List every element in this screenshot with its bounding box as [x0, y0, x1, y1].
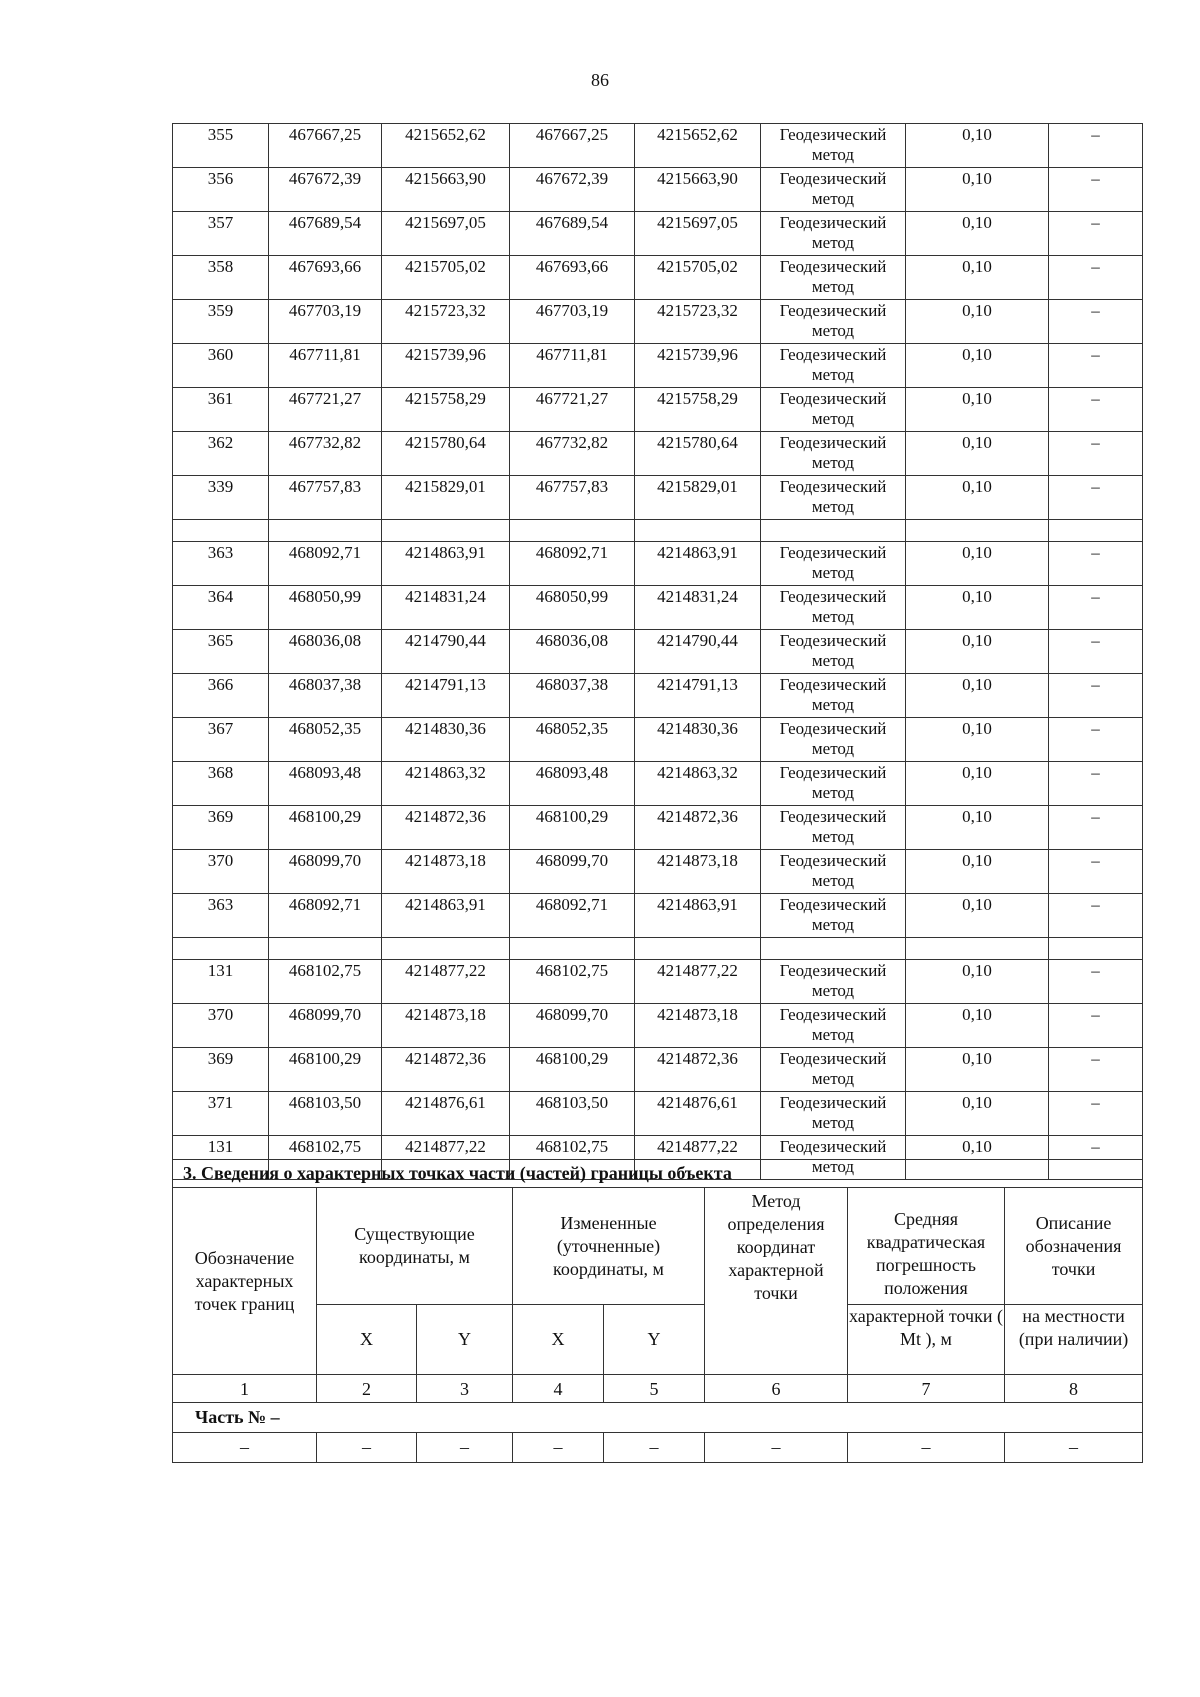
method-cell: Геодезический метод [761, 630, 906, 674]
column-number: 6 [705, 1375, 848, 1403]
y-changed-cell: 4214863,32 [635, 762, 761, 806]
error-cell: 0,10 [906, 168, 1049, 212]
dash-cell: – [604, 1433, 705, 1463]
error-cell: 0,10 [906, 1136, 1049, 1180]
description-cell: – [1049, 432, 1143, 476]
y-existing-cell: 4214791,13 [382, 674, 510, 718]
description-cell: – [1049, 344, 1143, 388]
y-existing-cell: 4214877,22 [382, 960, 510, 1004]
y-changed-cell: 4214791,13 [635, 674, 761, 718]
method-cell: Геодезический метод [761, 256, 906, 300]
y-existing-cell: 4214876,61 [382, 1092, 510, 1136]
method-cell: Геодезический метод [761, 1092, 906, 1136]
method-cell: Геодезический метод [761, 300, 906, 344]
description-cell: – [1049, 256, 1143, 300]
description-cell: – [1049, 850, 1143, 894]
x-existing-cell: 468092,71 [269, 894, 382, 938]
x-existing-cell: 468052,35 [269, 718, 382, 762]
error-cell: 0,10 [906, 630, 1049, 674]
column-number: 8 [1005, 1375, 1143, 1403]
point-cell: 360 [173, 344, 269, 388]
empty-cell [1049, 938, 1143, 960]
method-cell: Геодезический метод [761, 586, 906, 630]
header-error-top: Средняя квадратическая погрешность положения [848, 1188, 1005, 1305]
column-number: 3 [417, 1375, 513, 1403]
point-cell: 357 [173, 212, 269, 256]
table-row [173, 476, 1143, 520]
table-row [173, 1004, 1143, 1048]
x-changed-cell: 467732,82 [510, 432, 635, 476]
table-row [173, 542, 1143, 586]
x-changed-cell: 468050,99 [510, 586, 635, 630]
empty-cell [906, 938, 1049, 960]
column-number: 7 [848, 1375, 1005, 1403]
method-cell: Геодезический метод [761, 718, 906, 762]
x-changed-cell: 468092,71 [510, 542, 635, 586]
method-cell: Геодезический метод [761, 850, 906, 894]
table-row [173, 1092, 1143, 1136]
y-existing-cell: 4215663,90 [382, 168, 510, 212]
empty-cell [173, 938, 269, 960]
empty-cell [382, 520, 510, 542]
x-existing-cell: 467689,54 [269, 212, 382, 256]
column-number: 2 [317, 1375, 417, 1403]
y-changed-cell: 4214863,91 [635, 542, 761, 586]
description-cell: – [1049, 960, 1143, 1004]
x-changed-cell: 467721,27 [510, 388, 635, 432]
x-existing-cell: 468100,29 [269, 1048, 382, 1092]
y-changed-cell: 4214877,22 [635, 1136, 761, 1180]
y-changed-cell: 4215652,62 [635, 124, 761, 168]
x-existing-cell: 468099,70 [269, 1004, 382, 1048]
method-cell: Геодезический метод [761, 388, 906, 432]
empty-cell [635, 520, 761, 542]
y-changed-cell: 4215780,64 [635, 432, 761, 476]
method-cell: Геодезический метод [761, 1136, 906, 1180]
y-existing-cell: 4214830,36 [382, 718, 510, 762]
x-changed-cell: 468102,75 [510, 1136, 635, 1180]
empty-cell [510, 938, 635, 960]
y-changed-cell: 4214873,18 [635, 1004, 761, 1048]
y-changed-cell: 4214877,22 [635, 960, 761, 1004]
y-existing-cell: 4215723,32 [382, 300, 510, 344]
y-existing-cell: 4214831,24 [382, 586, 510, 630]
column-number: 1 [173, 1375, 317, 1403]
x-changed-cell: 468036,08 [510, 630, 635, 674]
method-cell: Геодезический метод [761, 1004, 906, 1048]
method-cell: Геодезический метод [761, 344, 906, 388]
y-existing-cell: 4215705,02 [382, 256, 510, 300]
y-existing-cell: 4214863,91 [382, 894, 510, 938]
y-changed-cell: 4214830,36 [635, 718, 761, 762]
point-cell: 371 [173, 1092, 269, 1136]
empty-part-row [173, 1433, 1143, 1463]
x-existing-cell: 467757,83 [269, 476, 382, 520]
method-cell: Геодезический метод [761, 476, 906, 520]
header-changed-y: Y [604, 1305, 705, 1375]
x-changed-cell: 468052,35 [510, 718, 635, 762]
description-cell: – [1049, 1004, 1143, 1048]
table-row [173, 300, 1143, 344]
error-cell: 0,10 [906, 476, 1049, 520]
error-cell: 0,10 [906, 850, 1049, 894]
error-cell: 0,10 [906, 388, 1049, 432]
empty-cell [761, 938, 906, 960]
point-cell: 365 [173, 630, 269, 674]
header-error-bottom: характерной точки ( Mt ), м [848, 1305, 1005, 1375]
y-existing-cell: 4214872,36 [382, 806, 510, 850]
description-cell: – [1049, 168, 1143, 212]
table-row [173, 674, 1143, 718]
part-label: Часть № – [173, 1403, 1143, 1433]
y-existing-cell: 4214873,18 [382, 1004, 510, 1048]
x-changed-cell: 468102,75 [510, 960, 635, 1004]
x-changed-cell: 468100,29 [510, 806, 635, 850]
header-existing-coordinates: Существующие координаты, м [317, 1188, 513, 1305]
table-row [173, 894, 1143, 938]
page-number: 86 [591, 70, 609, 90]
point-cell: 131 [173, 1136, 269, 1180]
x-existing-cell: 467703,19 [269, 300, 382, 344]
description-cell: – [1049, 388, 1143, 432]
x-changed-cell: 468092,71 [510, 894, 635, 938]
point-cell: 361 [173, 388, 269, 432]
point-cell: 368 [173, 762, 269, 806]
table-row [173, 124, 1143, 168]
x-existing-cell: 467693,66 [269, 256, 382, 300]
error-cell: 0,10 [906, 718, 1049, 762]
error-cell: 0,10 [906, 806, 1049, 850]
point-cell: 363 [173, 542, 269, 586]
point-cell: 131 [173, 960, 269, 1004]
description-cell: – [1049, 212, 1143, 256]
table-row [173, 344, 1143, 388]
y-changed-cell: 4215829,01 [635, 476, 761, 520]
error-cell: 0,10 [906, 344, 1049, 388]
header-changed-x: X [513, 1305, 604, 1375]
y-changed-cell: 4214872,36 [635, 806, 761, 850]
x-existing-cell: 467667,25 [269, 124, 382, 168]
table-row [173, 432, 1143, 476]
table-row [173, 256, 1143, 300]
empty-cell [173, 520, 269, 542]
empty-cell [906, 520, 1049, 542]
error-cell: 0,10 [906, 124, 1049, 168]
y-changed-cell: 4214872,36 [635, 1048, 761, 1092]
header-changed-coordinates: Измененные (уточненные) координаты, м [513, 1188, 705, 1305]
y-existing-cell: 4215758,29 [382, 388, 510, 432]
header-method: Метод определения координат характерной точки [705, 1188, 848, 1375]
method-cell: Геодезический метод [761, 674, 906, 718]
point-cell: 369 [173, 806, 269, 850]
error-cell: 0,10 [906, 432, 1049, 476]
method-cell: Геодезический метод [761, 960, 906, 1004]
y-existing-cell: 4214873,18 [382, 850, 510, 894]
column-number-row [173, 1375, 1143, 1403]
y-existing-cell: 4214877,22 [382, 1136, 510, 1180]
description-cell: – [1049, 300, 1143, 344]
contour-separator-row [173, 938, 1143, 960]
description-cell: – [1049, 718, 1143, 762]
x-existing-cell: 467672,39 [269, 168, 382, 212]
x-existing-cell: 468102,75 [269, 1136, 382, 1180]
table-row [173, 718, 1143, 762]
method-cell: Геодезический метод [761, 762, 906, 806]
description-cell: – [1049, 1092, 1143, 1136]
table-row [173, 960, 1143, 1004]
x-existing-cell: 467721,27 [269, 388, 382, 432]
table-row [173, 762, 1143, 806]
error-cell: 0,10 [906, 1048, 1049, 1092]
empty-cell [269, 520, 382, 542]
error-cell: 0,10 [906, 256, 1049, 300]
x-existing-cell: 467711,81 [269, 344, 382, 388]
x-existing-cell: 468102,75 [269, 960, 382, 1004]
error-cell: 0,10 [906, 960, 1049, 1004]
table-row [173, 850, 1143, 894]
method-cell: Геодезический метод [761, 432, 906, 476]
y-existing-cell: 4215829,01 [382, 476, 510, 520]
y-changed-cell: 4215739,96 [635, 344, 761, 388]
dash-cell: – [848, 1433, 1005, 1463]
description-cell: – [1049, 630, 1143, 674]
description-cell: – [1049, 476, 1143, 520]
method-cell: Геодезический метод [761, 1048, 906, 1092]
y-existing-cell: 4215652,62 [382, 124, 510, 168]
column-number: 5 [604, 1375, 705, 1403]
x-existing-cell: 468050,99 [269, 586, 382, 630]
point-cell: 355 [173, 124, 269, 168]
x-existing-cell: 468036,08 [269, 630, 382, 674]
x-existing-cell: 468100,29 [269, 806, 382, 850]
y-existing-cell: 4214790,44 [382, 630, 510, 674]
point-cell: 363 [173, 894, 269, 938]
method-cell: Геодезический метод [761, 212, 906, 256]
header-existing-y: Y [417, 1305, 513, 1375]
y-existing-cell: 4214863,32 [382, 762, 510, 806]
column-number: 4 [513, 1375, 604, 1403]
y-existing-cell: 4215697,05 [382, 212, 510, 256]
y-changed-cell: 4215758,29 [635, 388, 761, 432]
description-cell: – [1049, 124, 1143, 168]
description-cell: – [1049, 894, 1143, 938]
error-cell: 0,10 [906, 894, 1049, 938]
point-cell: 358 [173, 256, 269, 300]
y-changed-cell: 4214831,24 [635, 586, 761, 630]
description-cell: – [1049, 1048, 1143, 1092]
x-changed-cell: 468103,50 [510, 1092, 635, 1136]
empty-cell [269, 938, 382, 960]
x-changed-cell: 468099,70 [510, 850, 635, 894]
x-changed-cell: 467703,19 [510, 300, 635, 344]
table-row [173, 806, 1143, 850]
point-cell: 364 [173, 586, 269, 630]
description-cell: – [1049, 542, 1143, 586]
empty-cell [510, 520, 635, 542]
point-cell: 359 [173, 300, 269, 344]
table-row [173, 1048, 1143, 1092]
y-changed-cell: 4215697,05 [635, 212, 761, 256]
section-title: 3. Сведения о характерных точках части (частей) границы объекта [173, 1160, 1143, 1188]
header-description-bottom: на местности (при наличии) [1005, 1305, 1143, 1375]
contour-separator-row [173, 520, 1143, 542]
method-cell: Геодезический метод [761, 124, 906, 168]
empty-cell [1049, 520, 1143, 542]
description-cell: – [1049, 674, 1143, 718]
x-changed-cell: 468037,38 [510, 674, 635, 718]
point-cell: 367 [173, 718, 269, 762]
error-cell: 0,10 [906, 674, 1049, 718]
table-row [173, 630, 1143, 674]
y-changed-cell: 4215723,32 [635, 300, 761, 344]
y-existing-cell: 4214872,36 [382, 1048, 510, 1092]
method-cell: Геодезический метод [761, 168, 906, 212]
error-cell: 0,10 [906, 1092, 1049, 1136]
description-cell: – [1049, 586, 1143, 630]
error-cell: 0,10 [906, 762, 1049, 806]
point-cell: 339 [173, 476, 269, 520]
dash-cell: – [1005, 1433, 1143, 1463]
y-existing-cell: 4215739,96 [382, 344, 510, 388]
empty-cell [761, 520, 906, 542]
x-changed-cell: 467757,83 [510, 476, 635, 520]
description-cell: – [1049, 1136, 1143, 1180]
x-changed-cell: 467693,66 [510, 256, 635, 300]
dash-cell: – [317, 1433, 417, 1463]
x-existing-cell: 467732,82 [269, 432, 382, 476]
x-existing-cell: 468093,48 [269, 762, 382, 806]
x-existing-cell: 468037,38 [269, 674, 382, 718]
x-changed-cell: 467689,54 [510, 212, 635, 256]
table-row [173, 212, 1143, 256]
y-changed-cell: 4214873,18 [635, 850, 761, 894]
x-changed-cell: 468099,70 [510, 1004, 635, 1048]
y-changed-cell: 4215705,02 [635, 256, 761, 300]
point-cell: 362 [173, 432, 269, 476]
y-existing-cell: 4215780,64 [382, 432, 510, 476]
method-cell: Геодезический метод [761, 542, 906, 586]
error-cell: 0,10 [906, 212, 1049, 256]
empty-cell [382, 938, 510, 960]
header-description-top: Описание обозначения точки [1005, 1188, 1143, 1305]
y-existing-cell: 4214863,91 [382, 542, 510, 586]
x-changed-cell: 467711,81 [510, 344, 635, 388]
description-cell: – [1049, 762, 1143, 806]
y-changed-cell: 4215663,90 [635, 168, 761, 212]
error-cell: 0,10 [906, 300, 1049, 344]
error-cell: 0,10 [906, 542, 1049, 586]
method-cell: Геодезический метод [761, 806, 906, 850]
table-row [173, 586, 1143, 630]
dash-cell: – [513, 1433, 604, 1463]
point-cell: 356 [173, 168, 269, 212]
error-cell: 0,10 [906, 1004, 1049, 1048]
description-cell: – [1049, 806, 1143, 850]
point-cell: 366 [173, 674, 269, 718]
dash-cell: – [173, 1433, 317, 1463]
dash-cell: – [417, 1433, 513, 1463]
error-cell: 0,10 [906, 586, 1049, 630]
x-existing-cell: 468103,50 [269, 1092, 382, 1136]
empty-cell [635, 938, 761, 960]
coordinates-table [172, 123, 1143, 1180]
y-changed-cell: 4214863,91 [635, 894, 761, 938]
y-changed-cell: 4214876,61 [635, 1092, 761, 1136]
table-row [173, 388, 1143, 432]
point-cell: 370 [173, 850, 269, 894]
x-changed-cell: 468100,29 [510, 1048, 635, 1092]
method-cell: Геодезический метод [761, 894, 906, 938]
header-point-designation: Обозначение характерных точек границ [173, 1188, 317, 1375]
x-changed-cell: 467672,39 [510, 168, 635, 212]
table-row [173, 168, 1143, 212]
part-points-table [172, 1159, 1143, 1463]
point-cell: 370 [173, 1004, 269, 1048]
point-cell: 369 [173, 1048, 269, 1092]
x-changed-cell: 467667,25 [510, 124, 635, 168]
x-existing-cell: 468092,71 [269, 542, 382, 586]
x-changed-cell: 468093,48 [510, 762, 635, 806]
header-existing-x: X [317, 1305, 417, 1375]
dash-cell: – [705, 1433, 848, 1463]
x-existing-cell: 468099,70 [269, 850, 382, 894]
y-changed-cell: 4214790,44 [635, 630, 761, 674]
